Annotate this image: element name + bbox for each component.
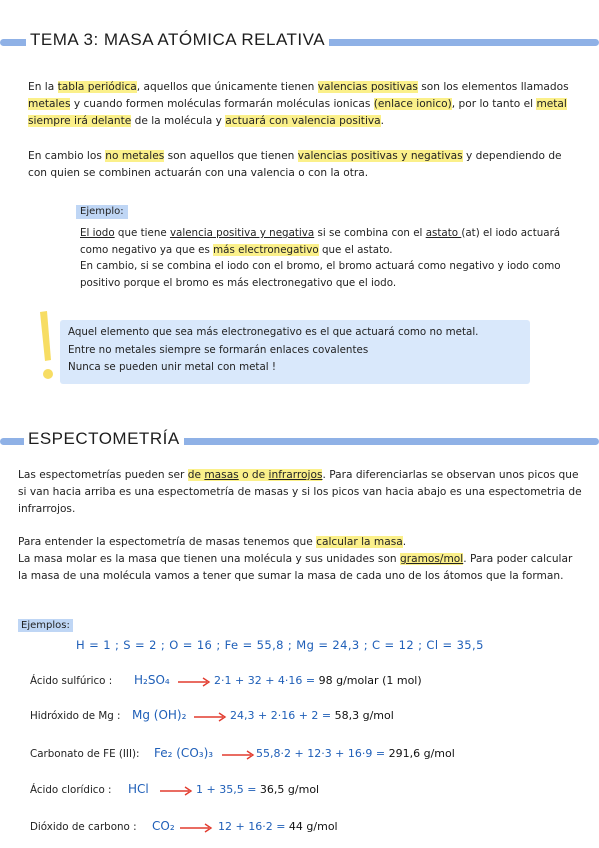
calc-result: 291,6 g/mol <box>388 747 455 760</box>
formula: Fe₂ (CO₃)₃ <box>154 746 214 760</box>
calc-text: 2·1 + 32 + 4·16 = <box>214 674 319 687</box>
text: . Para poder calcular la masa de una molécula vamos a tener que sumar la masa de cada uno de los átomos que la forman. <box>18 553 573 582</box>
text: , por lo tanto el <box>451 98 537 110</box>
calculation <box>230 709 394 722</box>
example-text <box>80 225 580 291</box>
highlight: infrarrojos <box>268 469 323 481</box>
highlight: más electronegativo <box>213 243 319 256</box>
text: . <box>380 115 385 127</box>
arrow-right-icon <box>178 818 214 838</box>
example-row <box>30 745 595 765</box>
text: En la <box>28 81 58 93</box>
compound-name: Dióxido de carbono : <box>30 821 137 833</box>
note-line: Nunca se pueden unir metal con metal ! <box>68 361 277 373</box>
highlight: no metales <box>105 150 165 162</box>
arrow-right-icon <box>192 707 228 727</box>
example-row <box>30 672 595 692</box>
text: , aquellos que únicamente tienen <box>136 81 318 93</box>
example-bromo-text: En cambio, si se combina el iodo con el bromo, el bromo actuará como negativo y iodo como positivo porque el bromo es más electronegativo que el iodo. <box>80 260 561 289</box>
note-line: Aquel elemento que sea más electronegativo es el que actuará como no metal. <box>68 326 479 338</box>
highlight: metales <box>28 98 71 110</box>
example-row <box>30 781 595 801</box>
atomic-masses: H = 1 ; S = 2 ; O = 16 ; Fe = 55,8 ; Mg = 24,3 ; C = 12 ; Cl = 35,5 <box>76 638 484 652</box>
section-heading-espectometria <box>0 429 599 449</box>
note-line: Entre no metales siempre se formarán enlaces covalentes <box>68 344 369 356</box>
highlight: o de <box>238 469 269 481</box>
paragraph-no-metales <box>28 148 578 182</box>
section-heading-tema3 <box>0 30 599 50</box>
calc-result: 36,5 g/mol <box>259 783 320 796</box>
highlight: (enlace ionico) <box>373 98 452 110</box>
calc-text: 1 + 35,5 = <box>196 783 260 796</box>
example-label: Ejemplo: <box>76 205 128 219</box>
examples-label: Ejemplos: <box>18 619 73 632</box>
formula: H₂SO₄ <box>134 673 170 687</box>
paragraph-masa-molar <box>18 534 583 585</box>
calc-text: 55,8·2 + 12·3 + 16·9 = <box>256 747 389 760</box>
text: . <box>402 536 407 548</box>
text: Las espectometrías pueden ser <box>18 469 188 481</box>
text: La masa molar es la masa que tienen una molécula y sus unidades son <box>18 553 401 565</box>
text: que el astato. <box>318 243 393 256</box>
calc-result: 58,3 g/mol <box>334 709 394 722</box>
text: que tiene <box>114 227 170 239</box>
paragraph-metales <box>28 79 578 130</box>
arrow-right-icon <box>158 781 194 801</box>
highlight: calcular la masa <box>316 536 403 548</box>
example-row <box>30 707 595 727</box>
compound-name: Ácido clorídico : <box>30 784 112 796</box>
calculation <box>214 674 422 687</box>
calculation <box>256 747 455 760</box>
text: son aquellos que tienen <box>164 150 298 162</box>
highlight: gramos/mol <box>400 553 464 565</box>
paragraph-espectometrias <box>18 467 583 518</box>
highlight: masas <box>204 469 239 481</box>
highlight: actuará con valencia positiva <box>225 115 381 127</box>
text: y cuando formen moléculas formarán moléculas ionicas <box>70 98 374 110</box>
calc-text: 24,3 + 2·16 + 2 = <box>230 709 335 722</box>
text: son los elementos llamados <box>417 81 569 93</box>
highlight: tabla periódica <box>57 81 137 93</box>
text: valencia positiva y negativa <box>169 227 315 239</box>
text: En cambio los <box>28 150 106 162</box>
formula: CO₂ <box>152 819 175 833</box>
arrow-right-icon <box>176 672 212 692</box>
text: El iodo <box>80 227 115 239</box>
calculation <box>196 783 319 796</box>
calculation <box>218 820 338 833</box>
exclamation-icon <box>36 308 56 388</box>
calc-text: 12 + 16·2 = <box>218 820 289 833</box>
compound-name: Hidróxido de Mg : <box>30 710 121 722</box>
text: astato <box>425 227 462 239</box>
arrow-right-icon <box>220 745 256 765</box>
highlight: de <box>187 469 205 481</box>
section-title: ESPECTOMETRÍA <box>24 429 184 448</box>
highlight: metal siempre irá delante <box>28 98 567 127</box>
compound-name: Carbonato de FE (III): <box>30 748 140 760</box>
highlight: valencias positivas <box>317 81 418 93</box>
compound-name: Ácido sulfúrico : <box>30 675 113 687</box>
page-title: TEMA 3: MASA ATÓMICA RELATIVA <box>26 30 329 49</box>
example-row <box>30 818 595 838</box>
calc-result: 44 g/mol <box>288 820 338 833</box>
formula: Mg (OH)₂ <box>132 708 187 722</box>
text: . Para diferenciarlas se observan unos picos que si van hacia arriba es una espectometría de masas y si los picos van hacia abajo es una espectometria de infrarrojos. <box>18 469 582 515</box>
text: (at) el iodo actuará como negativo ya que es <box>80 227 561 256</box>
highlight: valencias positivas y negativas <box>297 150 463 162</box>
text: Para entender la espectometría de masas tenemos que <box>18 536 317 548</box>
formula: HCl <box>128 782 149 796</box>
text: y dependiendo de con quien se combinen actuarán con una valencia o con la otra. <box>28 150 562 179</box>
calc-result: 98 g/molar (1 mol) <box>318 674 422 687</box>
text: si se combina con el <box>314 227 426 239</box>
note-box <box>60 320 530 384</box>
text: de la molécula y <box>131 115 226 127</box>
